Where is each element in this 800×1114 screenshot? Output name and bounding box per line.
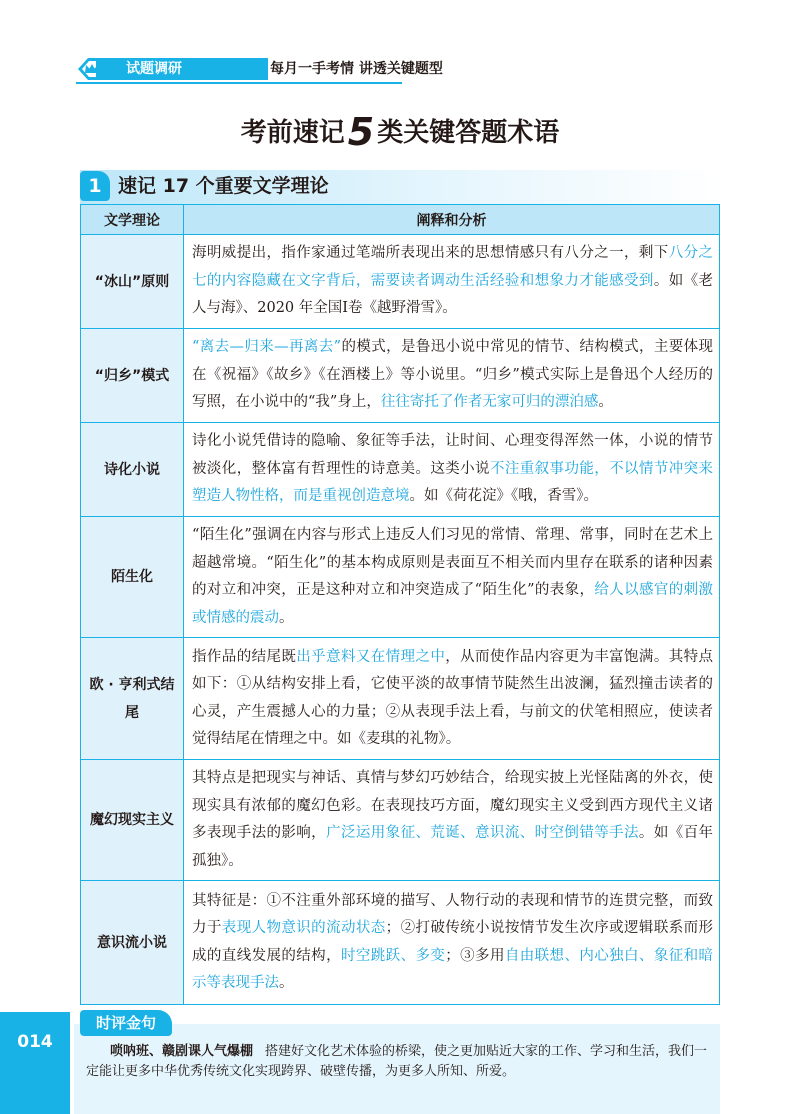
description-text: “陌生化”强调在内容与形式上违反人们习见的常情、常理、常事，同时在艺术上超越常境。“陌生化”的基本构成原则是表面互不相关而内里存在联系的诸种因素的对立和冲突，正是这种对立和冲突造成了“陌生化”的表象，	[192, 527, 713, 598]
description-text: ，从而使作品内容更为丰富饱满。其特点如下：①从结构安排上看，它使平淡的故事情节陡然生出波澜，猛烈撞击读者的心灵，产生震撼人心的力量；②从表现手法上看，与前文的伏笔相照应，使读者觉得结尾在情理之中。如《麦琪的礼物》。	[192, 648, 714, 747]
description-text: ；③多用	[445, 947, 505, 964]
description-text: 其特征是：①不注重外部环境的描写、人物行动的表现和情节的连贯完整，而致力于	[192, 892, 713, 936]
description-text: 。	[279, 609, 294, 626]
theory-term: “冰山”原则	[81, 235, 184, 329]
theory-term: 陌生化	[81, 517, 184, 638]
description-text: 。如《百年孤独》。	[192, 825, 714, 869]
highlighted-text: 往往寄托了作者无家可归的漂泊感	[380, 394, 599, 411]
description-text: 的模式，是鲁迅小说中常见的情节、结构模式，主要体现在《祝福》《故乡》《在酒楼上》等小说里。“归乡”模式实际上是鲁迅个人经历的写照，在小说中的“我”身上，	[192, 339, 714, 411]
section-number-badge: 1	[80, 171, 110, 201]
highlighted-text: “离去—归来—再离去”	[192, 339, 342, 356]
highlighted-text: 给人以感官的刺激或情感的震动	[192, 582, 714, 626]
theory-term: 诗化小说	[81, 423, 184, 517]
description-text: 指作品的结尾既	[192, 648, 297, 665]
table-row	[81, 235, 720, 329]
table-row	[81, 638, 720, 760]
description-text: 诗化小说凭借诗的隐喻、象征等手法，让时间、心理变得浑然一体，小说的情节被淡化，整体富有哲理性的诗意美。这类小说	[192, 433, 713, 477]
description-text: 。	[279, 975, 294, 991]
theory-term: 欧 · 亨利式结尾	[81, 638, 184, 760]
description-text: 其特点是把现实与神话、真情与梦幻巧妙结合，给现实披上光怪陆离的外衣，使现实具有浓郁的魔幻色彩。在表现技巧方面，魔幻现实主义受到西方现代主义诸多表现手法的影响，	[192, 770, 713, 841]
theory-description	[184, 517, 720, 638]
header-tag: 试题调研	[96, 58, 268, 80]
header-underline	[76, 82, 402, 84]
table-row	[81, 881, 720, 1005]
highlighted-text: 八分之七的内容隐藏在文字背后，需要读者调动生活经验和想象力才能感受到	[192, 245, 713, 289]
column-header-term: 文学理论	[81, 205, 184, 235]
highlighted-text: 表现人物意识的流动状态	[221, 920, 386, 936]
description-text: 。如《老人与海》、2020 年全国Ⅰ卷《越野滑雪》。	[192, 272, 714, 317]
theory-description	[184, 638, 720, 760]
table-body	[81, 235, 720, 1005]
column-header-description: 阐释和分析	[184, 205, 720, 235]
table-row	[81, 423, 720, 517]
theory-term: “归乡”模式	[81, 329, 184, 423]
quote-body: 搭建好文化艺术体验的桥梁，使之更加贴近大家的工作、学习和生活，我们一定能让更多中华优秀传统文化实现跨界、破壁传播，为更多人所知、所爱。	[86, 1044, 708, 1079]
title-after: 类关键答题术语	[377, 118, 560, 148]
theory-description	[184, 329, 720, 423]
quote-tab: 时评金句	[80, 1010, 172, 1036]
theory-table	[80, 204, 720, 1005]
page-title	[0, 110, 800, 154]
theory-term: 魔幻现实主义	[81, 760, 184, 881]
description-text: 。如《荷花淀》《哦，香雪》。	[409, 488, 598, 505]
table-row	[81, 760, 720, 881]
title-before: 考前速记	[240, 118, 345, 148]
table-row	[81, 329, 720, 423]
highlighted-text: 不注重叙事功能，不以情节冲突来塑造人物性格，而是重视创造意境	[192, 460, 714, 505]
header-subtitle: 每月一手考情 讲透关键题型	[270, 61, 443, 77]
highlighted-text: 自由联想、内心独白、象征和暗示等表现手法	[192, 947, 714, 991]
quote-headline: 唢呐班、赣剧课人气爆棚	[110, 1044, 254, 1059]
table-header-row	[81, 205, 720, 235]
page-side-bar	[0, 1012, 70, 1114]
quote-text	[86, 1042, 712, 1082]
theory-term: 意识流小说	[81, 881, 184, 1005]
table-row	[81, 517, 720, 638]
section-title: 速记 17 个重要文学理论	[118, 175, 329, 197]
title-number: 5	[347, 110, 375, 154]
highlighted-text: 出乎意料又在情理之中	[296, 648, 446, 665]
theory-description	[184, 881, 720, 1005]
highlighted-text: 广泛运用象征、荒诞、意识流、时空倒错等手法	[326, 825, 639, 841]
page-number: 014	[17, 1032, 53, 1052]
theory-description	[184, 423, 720, 517]
theory-description	[184, 235, 720, 329]
description-text: 海明威提出，指作家通过笔端所表现出来的思想情感只有八分之一，剩下	[192, 245, 669, 262]
running-header	[76, 56, 443, 82]
description-text: 。	[598, 394, 613, 411]
theory-description	[184, 760, 720, 881]
highlighted-text: 时空跳跃、多变	[340, 947, 446, 964]
description-text: ；②打破传统小说按情节发生次序或逻辑联系而形成的直线发展的结构，	[192, 920, 714, 964]
